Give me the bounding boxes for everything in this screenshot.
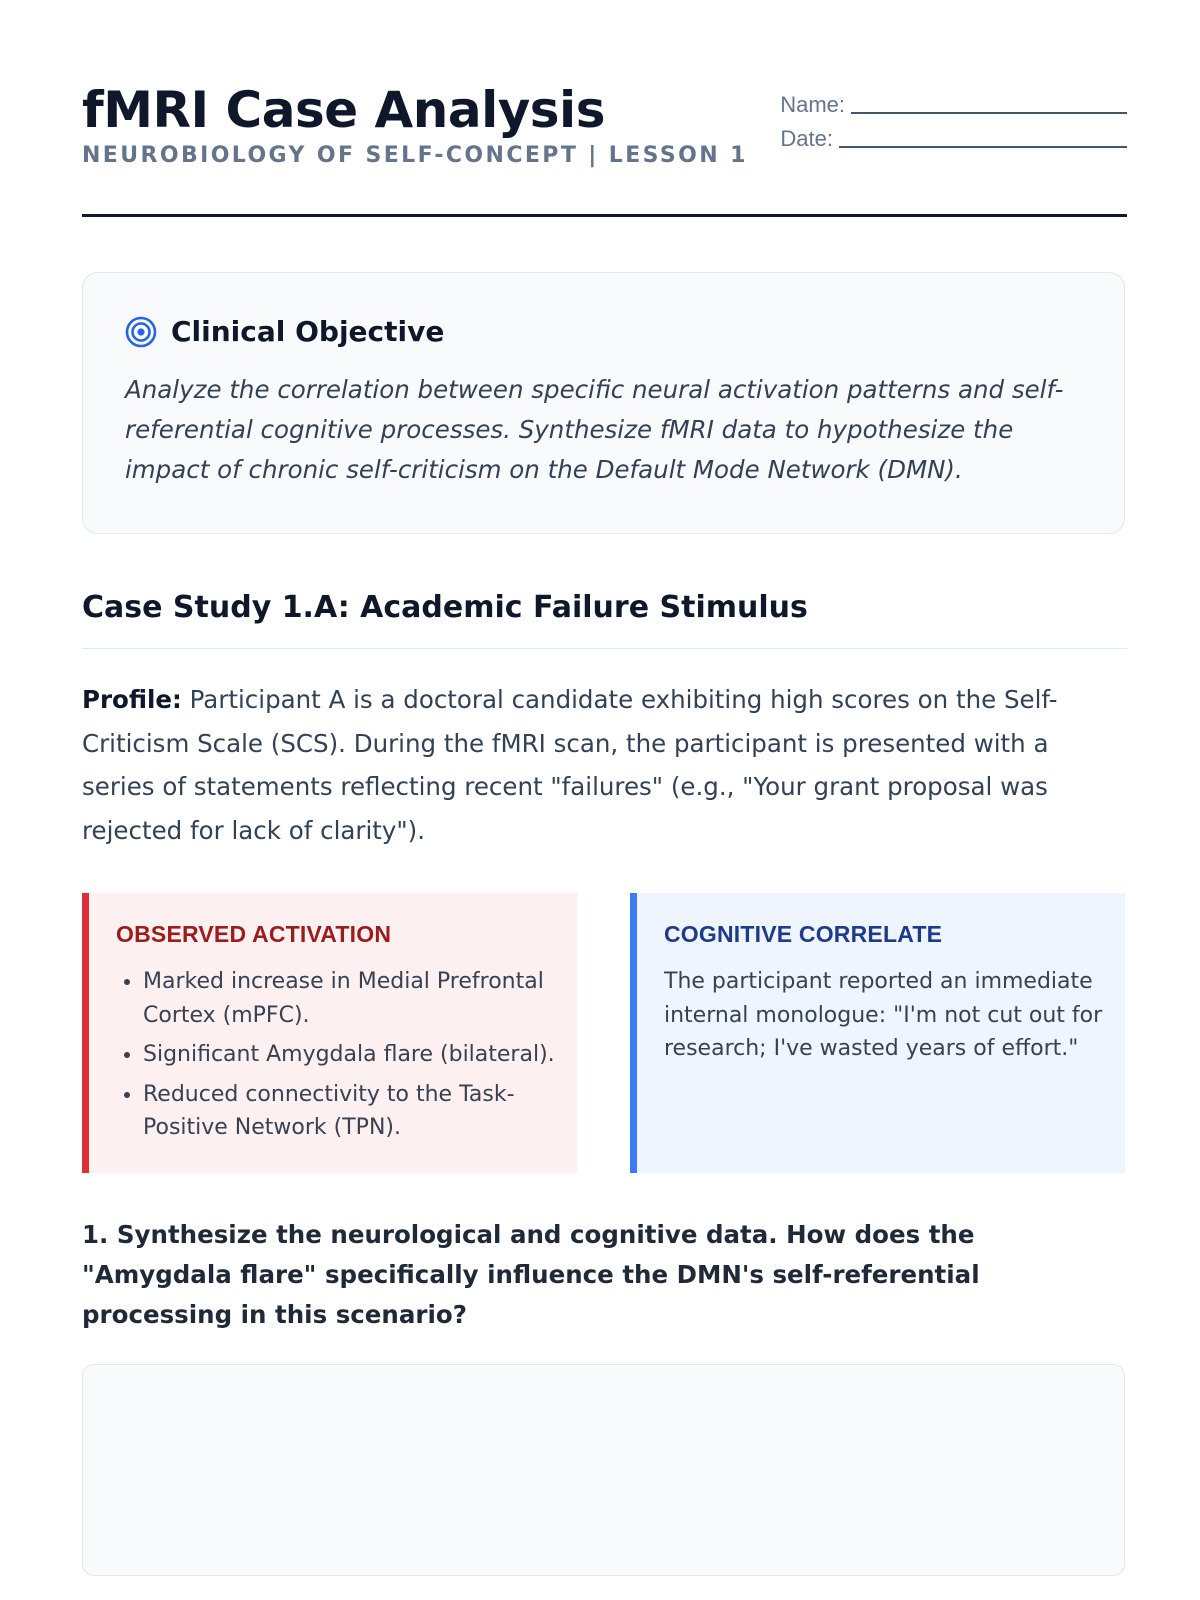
observed-activation-list: [116, 965, 583, 1151]
cognitive-correlate-heading: COGNITIVE CORRELATE: [664, 921, 943, 947]
header-divider: [82, 214, 1127, 217]
page-subtitle: NEUROBIOLOGY OF SELF-CONCEPT | LESSON 1: [82, 143, 748, 168]
clinical-objective-card: [82, 272, 1125, 534]
date-field[interactable]: [839, 126, 1127, 148]
list-item: • Reduced connectivity to the Task-Positive Network (TPN).: [143, 1078, 583, 1145]
page-title: fMRI Case Analysis: [82, 81, 605, 139]
name-row: [767, 84, 1127, 118]
observed-activation-heading: OBSERVED ACTIVATION: [116, 921, 392, 947]
participant-profile: [82, 678, 1112, 852]
case-study-divider: [82, 648, 1127, 649]
cognitive-correlate-panel: [630, 893, 1125, 1173]
student-meta: [767, 84, 1127, 152]
answer-box[interactable]: [82, 1364, 1125, 1576]
date-label: Date:: [780, 126, 833, 151]
target-icon: [125, 316, 157, 348]
objective-heading: [125, 315, 444, 348]
cognitive-correlate-text: The participant reported an immediate internal monologue: "I'm not cut out for research; I've wasted years of effort.": [664, 969, 1103, 1061]
name-label: Name:: [780, 92, 845, 117]
case-study-title: Case Study 1.A: Academic Failure Stimulus: [82, 590, 808, 625]
list-item: • Significant Amygdala flare (bilateral).: [143, 1038, 583, 1072]
question-1: 1. Synthesize the neurological and cognitive data. How does the "Amygdala flare" specifically influence the DMN's self-referential processing in this scenario?: [82, 1220, 980, 1329]
objective-title: Clinical Objective: [171, 315, 445, 348]
worksheet-header: [82, 78, 1127, 218]
list-item: • Marked increase in Medial Prefrontal Cortex (mPFC).: [143, 965, 583, 1032]
objective-text: Analyze the correlation between specific neural activation patterns and self-referential cognitive processes. Synthesize fMRI data to hypothesize the impact of chronic self-criticism on the Default Mode Network (DMN).: [125, 375, 1064, 484]
date-row: [767, 118, 1127, 152]
observed-activation-panel: [82, 893, 577, 1173]
profile-label: Profile:: [82, 685, 182, 714]
profile-text: Participant A is a doctoral candidate exhibiting high scores on the Self-Criticism Scale (SCS). During the fMRI scan, the participant is presented with a series of statements reflecting recent "failures" (e.g., "Your grant proposal was rejected for lack of clarity").: [82, 685, 1058, 845]
name-field[interactable]: [851, 92, 1127, 114]
